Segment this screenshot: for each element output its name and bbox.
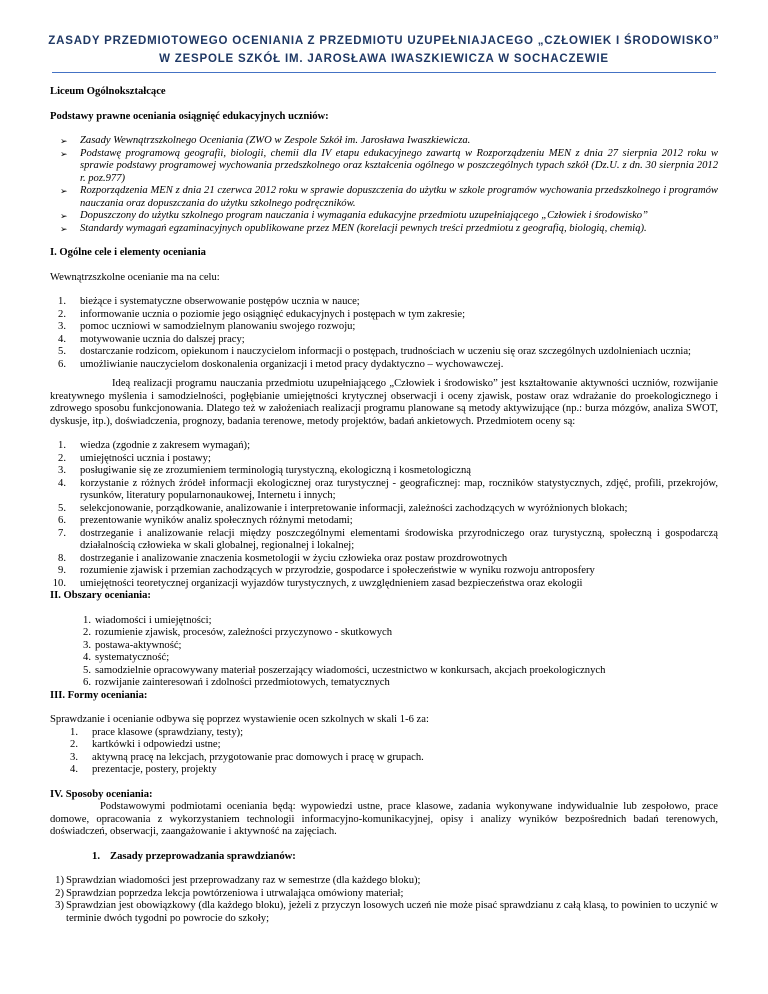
- objects-list: [50, 440, 718, 590]
- list-item: 1. bieżące i systematyczne obserwowanie postępów ucznia w nauce;: [58, 296, 360, 307]
- list-item: 3. postawa-aktywność;: [83, 639, 182, 651]
- list-item: 4. systematyczność;: [83, 652, 170, 663]
- list-item: 4. prezentacje, postery, projekty: [70, 764, 217, 775]
- list-item: 6. rozwijanie zainteresowań i zdolności przedmiotowych, tematycznych: [83, 677, 390, 688]
- list-item: 8. dostrzeganie i analizowanie znaczenia kosmetologii w życiu człowieka oraz postaw prozdrowotnych: [58, 552, 508, 564]
- section-1-heading: I. Ogólne cele i elementy oceniania: [50, 247, 206, 258]
- rules-list: [50, 875, 718, 925]
- forms-list: [50, 727, 718, 777]
- section-2-heading: II. Obszary oceniania:: [50, 590, 151, 601]
- areas-list: [50, 615, 718, 690]
- subsection-heading: 1. Zasady przeprowadzania sprawdzianów:: [92, 850, 296, 862]
- section-1-paragraph: Ideą realizacji programu nauczania przedmiotu uzupełniającego „Człowiek i środowisko” jest kształtowanie aktywności uczniów, rozwijanie kreatywnego myślenia i samodzielności, pogłębianie umiejętności krytycznej obserwacji i oceny zjawisk, postaw oraz wdrażanie do proekologicznego i zdrowego sposobu funkcjonowania. Dlatego też w założeniach realizacji programu planowane są metody aktywizujące (np.: burza mózgów, analiza SWOT, dyskusje, itp.), doświadczenia, prognozy, badania terenowe, metody projektów, badań ankietowych. Przedmiotem oceny są:: [50, 378, 718, 427]
- legal-item: ➢ Rozporządzenia MEN z dnia 21 czerwca 2012 roku w sprawie dopuszczenia do użytku w szkole programów wychowania przedszkolnego i programów nauczania oraz dopuszczania do użytku szkolnego podręczników.: [60, 185, 718, 209]
- section-3-intro: Sprawdzanie i ocenianie odbywa się poprzez wystawienie ocen szkolnych w skali 1-6 za:: [50, 714, 429, 725]
- section-1-intro: Wewnątrzszkolne ocenianie ma na celu:: [50, 271, 220, 283]
- arrow-bullet-icon: ➢: [60, 136, 68, 146]
- header-line-2: W ZESPOLE SZKÓŁ IM. JAROSŁAWA IWASZKIEWICZA W SOCHACZEWIE: [159, 53, 609, 65]
- legal-item: ➢ Dopuszczony do użytku szkolnego program nauczania i wymagania edukacyjne przedmiotu uzupełniającego „Człowiek i środowisko”: [60, 210, 648, 221]
- list-item: 6. prezentowanie wyników analiz społecznych różnymi metodami;: [58, 515, 353, 526]
- arrow-bullet-icon: ➢: [60, 211, 68, 221]
- list-item: 2. kartkówki i odpowiedzi ustne;: [70, 739, 221, 750]
- list-item: 2) Sprawdzian poprzedza lekcja powtórzeniowa i utrwalająca omówiony materiał;: [55, 887, 404, 899]
- document-body: [50, 86, 718, 925]
- list-item: 3. aktywną pracę na lekcjach, przygotowanie prac domowych i pracę w grupach.: [70, 751, 424, 763]
- arrow-bullet-icon: ➢: [60, 148, 68, 159]
- list-item: 3. posługiwanie się ze zrozumieniem terminologią turystyczną, ekologiczną i kosmetologiczną: [58, 465, 471, 476]
- goals-list: [50, 296, 718, 371]
- header-divider: [52, 72, 716, 73]
- list-item: 1. wiedza (zgodnie z zakresem wymagań);: [58, 440, 251, 451]
- list-item: 5. samodzielnie opracowywany materiał poszerzający wiadomości, uczestnictwo w konkursach, akcjach proekologicznych: [83, 664, 606, 676]
- list-item: 2. informowanie ucznia o poziomie jego osiągnięć edukacyjnych i postępach w tym zakresie;: [58, 308, 466, 320]
- list-item: 7. dostrzeganie i analizowanie relacji między poszczególnymi elementami środowiska przyrodniczego oraz turystyczną, społeczną i gospodarczą działalnością człowieka w skali globalnej, regionalnej i lokalnej;: [58, 527, 718, 551]
- list-item: 3) Sprawdzian jest obowiązkowy (dla każdego bloku), jeżeli z przyczyn losowych uczeń nie może pisać sprawdzianu z całą klasą, to powinien to uczynić w terminie dwóch tygodni po powrocie do szkoły;: [55, 900, 718, 924]
- section-3-heading: III. Formy oceniania:: [50, 689, 148, 701]
- document-header: [0, 32, 768, 68]
- section-4-heading: IV. Sposoby oceniania:: [50, 788, 153, 800]
- list-item: 1. wiadomości i umiejętności;: [83, 614, 212, 626]
- list-item: 2. umiejętności ucznia i postawy;: [58, 452, 211, 464]
- legal-item: ➢ Zasady Wewnątrzszkolnego Oceniania (ZWO w Zespole Szkół im. Jarosława Iwaszkiewicza.: [60, 135, 471, 146]
- list-item: 4. korzystanie z różnych źródeł informacji ekologicznej oraz turystycznej - geograficznej: map, roczników statystycznych, zdjęć, profili, przekrojów, rysunków, literatury popularnonaukowej, Internetu i innych;: [58, 477, 718, 501]
- legal-heading: Podstawy prawne oceniania osiągnięć edukacyjnych uczniów:: [50, 110, 329, 122]
- legal-item: ➢ Standardy wymagań egzaminacyjnych opublikowane przez MEN (korelacji pewnych treści przedmiotu z geografią, biologią, chemią).: [60, 222, 647, 234]
- list-item: 6. umożliwianie nauczycielom doskonalenia organizacji i metod pracy dydaktyczno – wychowawczej.: [58, 358, 504, 370]
- list-item: 2. rozumienie zjawisk, procesów, zależności przyczynowo - skutkowych: [83, 627, 393, 638]
- list-item: 10. umiejętności teoretycznej organizacji wyjazdów turystycznych, z uwzględnieniem zasad bezpieczeństwa oraz ekologii: [52, 577, 583, 589]
- arrow-bullet-icon: ➢: [60, 186, 68, 196]
- section-4-paragraph: Podstawowymi podmiotami oceniania będą: wypowiedzi ustne, prace klasowe, zadania wykonywane indywidualnie lub zespołowo, prace domowe, opracowania z wykorzystaniem technologii informacyjno-komunikacyjnej, opisy i analizy wyników bezpośrednich badań terenowych, doświadczeń, obserwacji, zaangażowanie i aktywność na zajęciach.: [50, 801, 718, 837]
- list-item: 9. rozumienie zjawisk i przemian zachodzących w przyrodzie, gospodarce i społeczeństwie w wyniku rozwoju antroposfery: [58, 565, 595, 576]
- list-item: 1) Sprawdzian wiadomości jest przeprowadzany raz w semestrze (dla każdego bloku);: [55, 875, 421, 886]
- list-item: 1. prace klasowe (sprawdziany, testy);: [70, 726, 244, 738]
- legal-item: ➢ Podstawę programową geografii, biologii, chemii dla IV etapu edukacyjnego zawartą w Rozporządzeniu MEN z dnia 27 sierpnia 2012 roku w sprawie podstawy programowej wychowania przedszkolnego oraz kształcenia ogólnego w poszczególnych typach szkół (Dz.U. z dn. 30 sierpnia 2012 r. poz.977): [60, 147, 718, 184]
- list-item: 5. dostarczanie rodzicom, opiekunom i nauczycielom informacji o postępach, trudnościach w uczeniu się oraz szczególnych uzdolnieniach ucznia;: [58, 346, 691, 357]
- school-name: Liceum Ogólnokształcące: [50, 86, 166, 97]
- arrow-bullet-icon: ➢: [60, 223, 68, 234]
- list-item: 3. pomoc uczniowi w samodzielnym planowaniu swojego rozwoju;: [58, 321, 356, 332]
- list-item: 5. selekcjonowanie, porządkowanie, analizowanie i interpretowanie informacji, zależności zachodzących w wyróżnionych blokach;: [58, 502, 628, 514]
- list-item: 4. motywowanie ucznia do dalszej pracy;: [58, 333, 245, 345]
- header-line-1: ZASADY PRZEDMIOTOWEGO OCENIANIA Z PRZEDMIOTU UZUPEŁNIAJACEGO „CZŁOWIEK I ŚRODOWISKO”: [48, 35, 720, 47]
- legal-list: [50, 135, 718, 235]
